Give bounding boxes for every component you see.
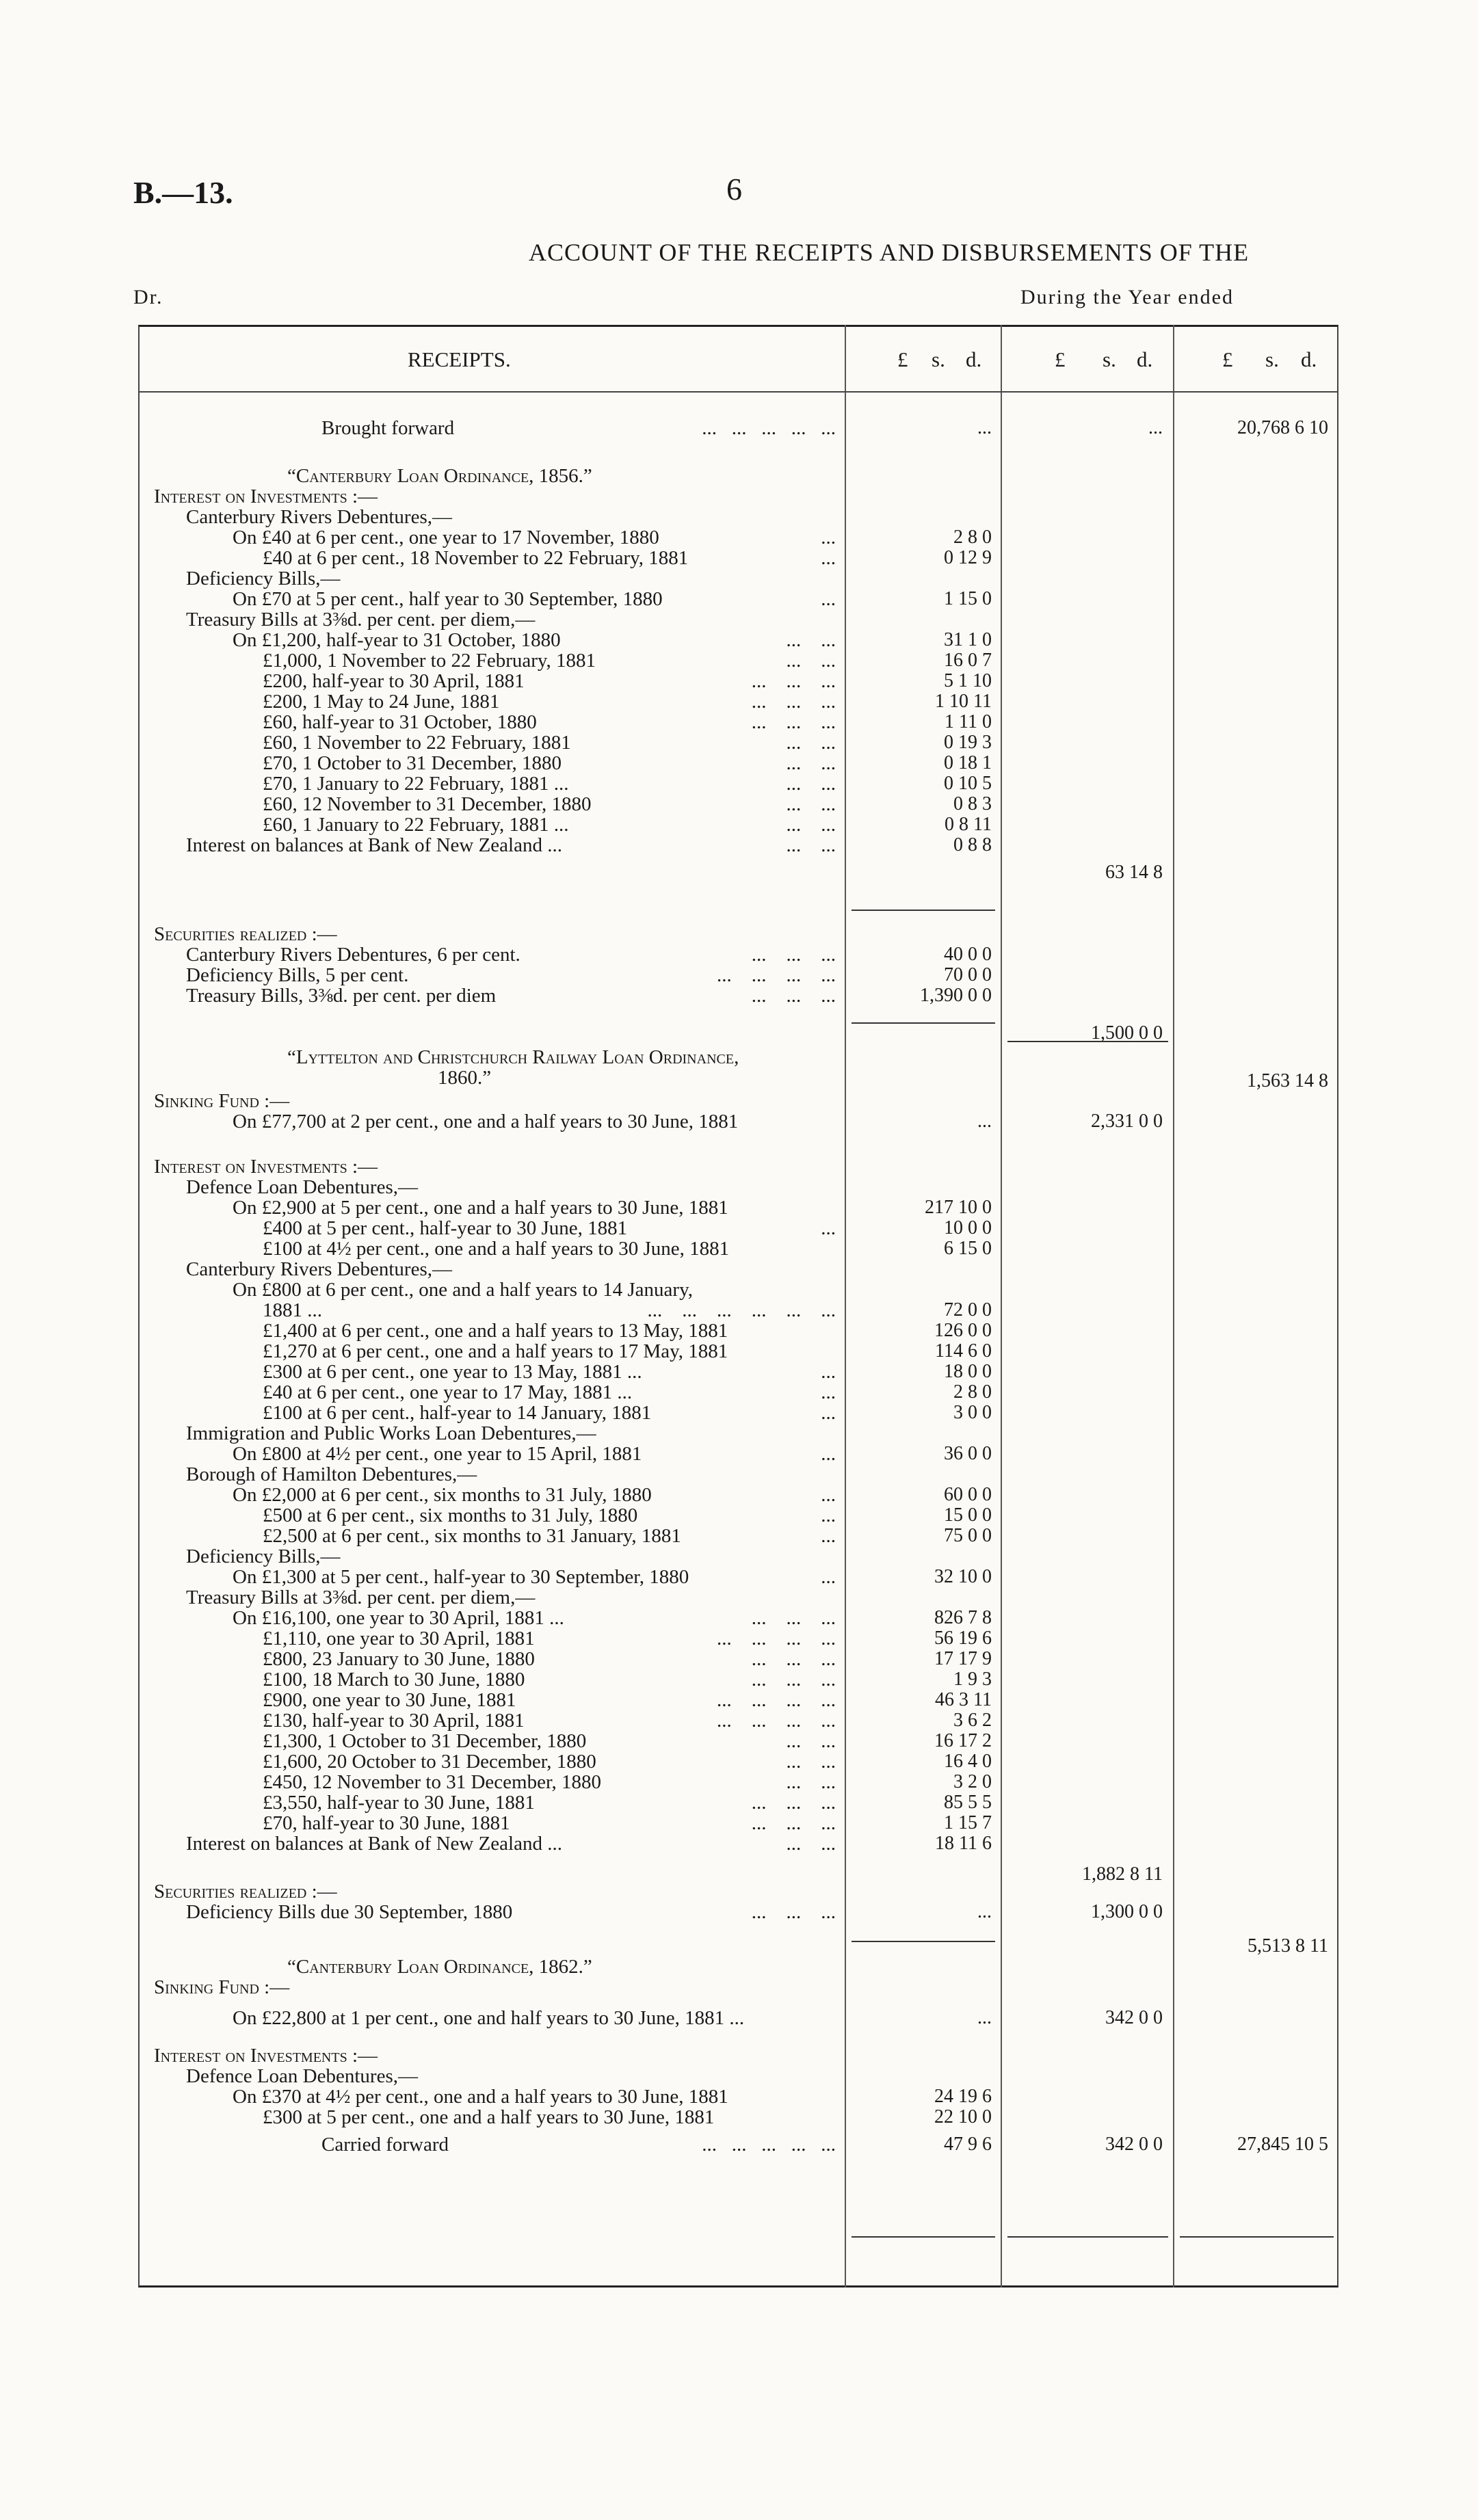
- ledger-row: [0, 732, 1478, 753]
- row-label: Interest on Investments :—: [154, 1156, 378, 1178]
- ledger-row: [0, 1197, 1478, 1218]
- row-label: Defence Loan Debentures,—: [186, 1176, 418, 1198]
- page-title: ACCOUNT OF THE RECEIPTS AND DISBURSEMENTS OF THE: [529, 239, 1250, 266]
- leader-dots: ... ...: [786, 793, 836, 815]
- section-heading: [0, 1956, 1478, 1977]
- col3-shilling-header: s.: [1265, 347, 1279, 371]
- ledger-row: [0, 1710, 1478, 1731]
- row-label: £1,000, 1 November to 22 February, 1881: [263, 650, 596, 672]
- amount-column-1: 0 8 11: [945, 814, 992, 835]
- page-number: 6: [726, 172, 742, 207]
- row-label: £70, half-year to 30 June, 1881: [263, 1812, 510, 1834]
- amount-column-1: 47 9 6: [944, 2134, 992, 2155]
- row-label: £200, 1 May to 24 June, 1881: [263, 691, 500, 713]
- leader-dots: ...: [821, 1217, 836, 1239]
- amount-column-1: 36 0 0: [944, 1443, 992, 1464]
- amount-column-1: 6 15 0: [944, 1238, 992, 1259]
- ledger-row: [0, 1689, 1478, 1710]
- amount-column-1: 0 12 9: [944, 547, 992, 568]
- ledger-row: [0, 691, 1478, 712]
- ledger-row: [0, 1381, 1478, 1403]
- leader-dots: ... ... ...: [751, 1648, 836, 1670]
- amount-column-1: 10 0 0: [944, 1217, 992, 1238]
- ledger-row: [0, 417, 1478, 438]
- amount-column-1: 40 0 0: [944, 944, 992, 965]
- ledger-row: [0, 1566, 1478, 1587]
- amount-column-1: 217 10 0: [925, 1197, 992, 1218]
- leader-dots: ... ... ...: [751, 985, 836, 1007]
- ledger-row: [0, 773, 1478, 794]
- ledger-row: [0, 1812, 1478, 1833]
- subtotal-rule: [1007, 2236, 1168, 2238]
- row-label: £60, half-year to 31 October, 1880: [263, 711, 537, 733]
- subsection-heading: [0, 1156, 1478, 1177]
- amount-column-1: 0 8 3: [953, 793, 992, 814]
- amount-column-1: 17 17 9: [934, 1648, 992, 1669]
- leader-dots: ... ... ... ...: [717, 964, 836, 986]
- row-label: £200, half-year to 30 April, 1881: [263, 670, 525, 692]
- row-label: £40 at 6 per cent., 18 November to 22 February, 1881: [263, 547, 689, 569]
- subsection-heading: [0, 1976, 1478, 1998]
- amount-column-1: 16 4 0: [944, 1751, 992, 1772]
- amount-column-1: 1 10 11: [935, 691, 992, 712]
- row-label: Interest on balances at Bank of New Zealand ...: [186, 834, 562, 856]
- leader-dots: ... ...: [786, 773, 836, 795]
- amount-column-1: 1 11 0: [945, 711, 992, 732]
- leader-dots: ... ... ... ... ...: [702, 2134, 836, 2156]
- row-label: £300 at 6 per cent., one year to 13 May, 1881 ...: [263, 1361, 642, 1383]
- debit-marker: Dr.: [133, 286, 163, 308]
- ledger-row: [0, 670, 1478, 691]
- row-label: £70, 1 January to 22 February, 1881 ...: [263, 773, 569, 795]
- row-label: On £22,800 at 1 per cent., one and half years to 30 June, 1881 ...: [233, 2007, 745, 2029]
- ledger-row: [0, 1361, 1478, 1382]
- row-label: £70, 1 October to 31 December, 1880: [263, 752, 562, 774]
- leader-dots: ... ... ...: [751, 1901, 836, 1923]
- leader-dots: ... ...: [786, 752, 836, 774]
- amount-column-1: 5 1 10: [944, 670, 992, 691]
- ledger-row: [0, 1217, 1478, 1238]
- section-heading: [0, 1046, 1478, 1067]
- leader-dots: ...: [821, 1443, 836, 1465]
- amount-column-1: ...: [977, 417, 992, 438]
- amount-column-2: ...: [1148, 417, 1163, 438]
- row-label: £400 at 5 per cent., half-year to 30 June, 1881: [263, 1217, 628, 1239]
- leader-dots: ...: [821, 547, 836, 569]
- amount-column-1: 72 0 0: [944, 1299, 992, 1321]
- amount-column-2: 342 0 0: [1105, 2007, 1163, 2028]
- row-label: £900, one year to 30 June, 1881: [263, 1689, 516, 1711]
- leader-dots: ... ... ...: [751, 691, 836, 713]
- receipts-column-header: RECEIPTS.: [408, 347, 511, 371]
- leader-dots: ... ...: [786, 814, 836, 836]
- ledger-row: [0, 1443, 1478, 1464]
- leader-dots: ... ... ...: [751, 1792, 836, 1814]
- row-label: Interest on balances at Bank of New Zealand ...: [186, 1833, 562, 1855]
- leader-dots: ... ... ...: [751, 670, 836, 692]
- ledger-row: [0, 834, 1478, 883]
- row-label: On £1,200, half-year to 31 October, 1880: [233, 629, 561, 651]
- amount-column-1: 24 19 6: [934, 2086, 992, 2107]
- row-label: £1,110, one year to 30 April, 1881: [263, 1628, 535, 1649]
- subtotal-rule: [852, 1022, 995, 1024]
- row-label: On £70 at 5 per cent., half year to 30 September, 1880: [233, 588, 663, 610]
- header-rule: [138, 391, 1338, 393]
- ledger-row: [0, 1669, 1478, 1690]
- row-label: On £40 at 6 per cent., one year to 17 November, 1880: [233, 527, 659, 548]
- leader-dots: ... ...: [786, 1771, 836, 1793]
- ledger-row: [0, 2106, 1478, 2127]
- ledger-row: [0, 1238, 1478, 1259]
- amount-column-1: ...: [977, 1901, 992, 1922]
- row-label: £500 at 6 per cent., six months to 31 July, 1880: [263, 1504, 638, 1526]
- ledger-row: [0, 1648, 1478, 1669]
- leader-dots: ... ...: [786, 834, 836, 856]
- leader-dots: ... ...: [786, 650, 836, 672]
- ledger-row: [0, 1628, 1478, 1649]
- amount-column-1: 1,390 0 0: [920, 985, 992, 1006]
- leader-dots: ...: [821, 1566, 836, 1588]
- ledger-row: [0, 1258, 1478, 1279]
- row-label: Sinking Fund :—: [154, 1976, 290, 1998]
- amount-column-1: 60 0 0: [944, 1484, 992, 1505]
- row-label: £100 at 6 per cent., half-year to 14 January, 1881: [263, 1402, 652, 1424]
- amount-column-1: 2 8 0: [953, 527, 992, 548]
- amount-column-2: 1,500 0 0: [1091, 1022, 1163, 1044]
- row-label: 1881 ...: [263, 1299, 322, 1321]
- row-label: On £2,900 at 5 per cent., one and a half years to 30 June, 1881: [233, 1197, 728, 1219]
- row-label: £2,500 at 6 per cent., six months to 31 January, 1881: [263, 1525, 681, 1547]
- amount-column-1: 826 7 8: [934, 1607, 992, 1628]
- section-heading: [0, 1067, 1478, 1088]
- col1-shilling-header: s.: [932, 347, 945, 371]
- amount-column-1: 15 0 0: [944, 1504, 992, 1526]
- leader-dots: ...: [821, 588, 836, 610]
- col3-pence-header: d.: [1301, 347, 1317, 371]
- ledger-row: [0, 964, 1478, 985]
- ledger-row: [0, 588, 1478, 609]
- ledger-row: [0, 1504, 1478, 1526]
- amount-column-1: ...: [977, 2007, 992, 2028]
- ledger-row: [0, 1833, 1478, 1885]
- leader-dots: ... ...: [786, 629, 836, 651]
- row-label: “Lyttelton and Christchurch Railway Loan Ordinance,: [287, 1046, 739, 1068]
- subtotal-rule: [1180, 2236, 1334, 2238]
- row-label: Securities realized :—: [154, 1881, 337, 1902]
- row-label: £1,300, 1 October to 31 December, 1880: [263, 1730, 587, 1752]
- row-label: On £800 at 4½ per cent., one year to 15 April, 1881: [233, 1443, 642, 1465]
- amount-column-1: 46 3 11: [935, 1689, 992, 1710]
- amount-column-1: 56 19 6: [934, 1628, 992, 1649]
- ledger-row: [0, 1176, 1478, 1197]
- leader-dots: ... ...: [786, 1751, 836, 1773]
- col2-shilling-header: s.: [1103, 347, 1116, 371]
- ledger-row: [0, 568, 1478, 589]
- col1-pound-header: £: [897, 347, 908, 371]
- leader-dots: ... ... ... ... ...: [702, 417, 836, 439]
- row-label: Borough of Hamilton Debentures,—: [186, 1463, 477, 1485]
- leader-dots: ... ... ...: [751, 944, 836, 966]
- row-label: £100 at 4½ per cent., one and a half years to 30 June, 1881: [263, 1238, 730, 1260]
- amount-column-1: 18 0 0: [944, 1361, 992, 1382]
- ledger-row: [0, 1463, 1478, 1485]
- leader-dots: ...: [821, 1381, 836, 1403]
- amount-column-1: 114 6 0: [935, 1340, 992, 1362]
- subsection-heading: [0, 923, 1478, 944]
- row-label: £450, 12 November to 31 December, 1880: [263, 1771, 601, 1793]
- ledger-row: [0, 1730, 1478, 1751]
- row-label: £60, 1 January to 22 February, 1881 ...: [263, 814, 569, 836]
- amount-column-3: 5,513 8 11: [1248, 1935, 1328, 1957]
- row-label: £60, 1 November to 22 February, 1881: [263, 732, 571, 754]
- amount-column-2: 342 0 0: [1105, 2134, 1163, 2155]
- leader-dots: ... ... ...: [751, 1812, 836, 1834]
- row-label: “Canterbury Loan Ordinance, 1856.”: [287, 465, 592, 487]
- ledger-row: [0, 2134, 1478, 2155]
- ledger-row: [0, 506, 1478, 527]
- leader-dots: ... ... ... ...: [717, 1710, 836, 1732]
- amount-column-1: 16 0 7: [944, 650, 992, 671]
- row-label: “Canterbury Loan Ordinance, 1862.”: [287, 1956, 592, 1978]
- leader-dots: ... ...: [786, 1833, 836, 1855]
- leader-dots: ... ...: [786, 732, 836, 754]
- amount-column-1: 85 5 5: [944, 1792, 992, 1813]
- amount-column-1: 16 17 2: [934, 1730, 992, 1751]
- ledger-row: [0, 752, 1478, 773]
- ledger-row: [0, 1279, 1478, 1300]
- subtotal-rule: [1007, 1041, 1168, 1042]
- row-label: £800, 23 January to 30 June, 1880: [263, 1648, 535, 1670]
- ledger-row: [0, 1299, 1478, 1321]
- leader-dots: ...: [821, 1402, 836, 1424]
- ledger-row: [0, 1340, 1478, 1362]
- amount-column-1: 126 0 0: [934, 1320, 992, 1341]
- amount-column-2: 1,882 8 11: [1082, 1864, 1163, 1885]
- col3-pound-header: £: [1222, 347, 1233, 371]
- row-label: Interest on Investments :—: [154, 2045, 378, 2067]
- leader-dots: ... ... ...: [751, 711, 836, 733]
- ledger-row: [0, 1422, 1478, 1444]
- row-label: Immigration and Public Works Loan Debentures,—: [186, 1422, 596, 1444]
- section-heading: [0, 465, 1478, 486]
- row-label: Deficiency Bills, 5 per cent.: [186, 964, 409, 986]
- row-label: Securities realized :—: [154, 923, 337, 945]
- subsection-heading: [0, 486, 1478, 507]
- ledger-row: [0, 650, 1478, 671]
- ledger-row: [0, 1771, 1478, 1792]
- row-label: Carried forward: [321, 2134, 449, 2156]
- ledger-row: [0, 1546, 1478, 1567]
- col2-pound-header: £: [1055, 347, 1066, 371]
- row-label: Brought forward: [321, 417, 455, 439]
- row-label: Deficiency Bills,—: [186, 1546, 341, 1567]
- amount-column-2: 1,300 0 0: [1091, 1901, 1163, 1922]
- amount-column-3: 20,768 6 10: [1237, 417, 1328, 438]
- subsection-heading: [0, 2045, 1478, 2066]
- ledger-row: [0, 609, 1478, 630]
- ledger-row: [0, 814, 1478, 835]
- col2-pence-header: d.: [1137, 347, 1153, 371]
- amount-column-1: 32 10 0: [934, 1566, 992, 1587]
- ledger-row: [0, 1792, 1478, 1813]
- leader-dots: ... ... ... ...: [717, 1628, 836, 1649]
- row-label: Canterbury Rivers Debentures,—: [186, 1258, 452, 1280]
- amount-column-1: 3 0 0: [953, 1402, 992, 1423]
- ledger-row: [0, 1111, 1478, 1132]
- amount-column-1: 0 19 3: [944, 732, 992, 753]
- leader-dots: ...: [821, 1484, 836, 1506]
- subsection-heading: [0, 1090, 1478, 1111]
- row-label: Treasury Bills at 3⅜d. per cent. per diem,—: [186, 1587, 536, 1608]
- ledger-row: [0, 711, 1478, 732]
- row-label: £1,600, 20 October to 31 December, 1880: [263, 1751, 596, 1773]
- document-reference: B.—13.: [133, 175, 233, 210]
- subsection-heading: [0, 1881, 1478, 1902]
- ledger-row: [0, 2086, 1478, 2107]
- row-label: On £2,000 at 6 per cent., six months to 31 July, 1880: [233, 1484, 652, 1506]
- row-label: Deficiency Bills due 30 September, 1880: [186, 1901, 513, 1923]
- row-label: Treasury Bills at 3⅜d. per cent. per diem,—: [186, 609, 536, 631]
- ledger-row: [0, 1402, 1478, 1423]
- row-label: On £800 at 6 per cent., one and a half years to 14 January,: [233, 1279, 693, 1301]
- col1-pence-header: d.: [966, 347, 982, 371]
- row-label: Canterbury Rivers Debentures,—: [186, 506, 452, 528]
- amount-column-1: 3 2 0: [953, 1771, 992, 1792]
- leader-dots: ... ... ...: [751, 1669, 836, 1690]
- ledger-row: [0, 1484, 1478, 1505]
- ledger-row: [0, 1607, 1478, 1628]
- row-label: On £16,100, one year to 30 April, 1881 ...: [233, 1607, 564, 1629]
- amount-column-1: 0 18 1: [944, 752, 992, 773]
- amount-column-1: ...: [977, 1111, 992, 1132]
- amount-column-3: 27,845 10 5: [1237, 2134, 1328, 2155]
- amount-column-1: 70 0 0: [944, 964, 992, 985]
- row-label: £130, half-year to 30 April, 1881: [263, 1710, 525, 1732]
- row-label: Defence Loan Debentures,—: [186, 2065, 418, 2087]
- ledger-row: [0, 1587, 1478, 1608]
- row-label: £40 at 6 per cent., one year to 17 May, 1881 ...: [263, 1381, 633, 1403]
- row-label: £1,270 at 6 per cent., one and a half years to 17 May, 1881: [263, 1340, 728, 1362]
- amount-column-1: 3 6 2: [953, 1710, 992, 1731]
- row-label: On £370 at 4½ per cent., one and a half years to 30 June, 1881: [233, 2086, 728, 2108]
- ledger-row: [0, 1320, 1478, 1341]
- row-label: Deficiency Bills,—: [186, 568, 341, 589]
- amount-column-1: 75 0 0: [944, 1525, 992, 1546]
- leader-dots: ...: [821, 1504, 836, 1526]
- row-label: On £1,300 at 5 per cent., half-year to 30 September, 1880: [233, 1566, 689, 1588]
- row-label: On £77,700 at 2 per cent., one and a half years to 30 June, 1881: [233, 1111, 739, 1132]
- row-label: Canterbury Rivers Debentures, 6 per cent.: [186, 944, 520, 966]
- row-label: Interest on Investments :—: [154, 486, 378, 507]
- period-caption: During the Year ended: [1020, 286, 1234, 308]
- row-label: £1,400 at 6 per cent., one and a half years to 13 May, 1881: [263, 1320, 728, 1342]
- amount-column-2: 63 14 8: [1105, 862, 1163, 883]
- leader-dots: ... ...: [786, 1730, 836, 1752]
- ledger-row: [0, 1525, 1478, 1546]
- amount-column-1: 2 8 0: [953, 1381, 992, 1403]
- subtotal-rule: [852, 2236, 995, 2238]
- row-label: 1860.”: [438, 1067, 492, 1089]
- row-label: £100, 18 March to 30 June, 1880: [263, 1669, 525, 1690]
- leader-dots: ... ... ... ... ... ...: [647, 1299, 836, 1321]
- leader-dots: ...: [821, 1361, 836, 1383]
- row-label: £300 at 5 per cent., one and a half years to 30 June, 1881: [263, 2106, 715, 2128]
- amount-column-1: 18 11 6: [935, 1833, 992, 1854]
- row-label: Treasury Bills, 3⅜d. per cent. per diem: [186, 985, 497, 1007]
- amount-column-3: 1,563 14 8: [1247, 1070, 1328, 1091]
- subtotal-rule: [852, 910, 995, 911]
- amount-column-1: 1 9 3: [953, 1669, 992, 1690]
- ledger-row: [0, 944, 1478, 965]
- row-label: £60, 12 November to 31 December, 1880: [263, 793, 592, 815]
- amount-column-1: 1 15 0: [944, 588, 992, 609]
- row-label: £3,550, half-year to 30 June, 1881: [263, 1792, 535, 1814]
- ledger-row: [0, 2065, 1478, 2086]
- leader-dots: ...: [821, 1525, 836, 1547]
- ledger-row: [0, 1751, 1478, 1772]
- amount-column-1: 31 1 0: [944, 629, 992, 650]
- ledger-row: [0, 527, 1478, 548]
- ledger-row: [0, 793, 1478, 814]
- ledger-row: [0, 547, 1478, 568]
- leader-dots: ... ... ...: [751, 1607, 836, 1629]
- amount-column-2: 2,331 0 0: [1091, 1111, 1163, 1132]
- amount-column-1: 1 15 7: [944, 1812, 992, 1833]
- ledger-row: [0, 1901, 1478, 1957]
- ledger-row: [0, 629, 1478, 650]
- leader-dots: ...: [821, 527, 836, 548]
- leader-dots: ... ... ... ...: [717, 1689, 836, 1711]
- amount-column-1: 22 10 0: [934, 2106, 992, 2127]
- ledger-row: [0, 2007, 1478, 2028]
- row-label: Sinking Fund :—: [154, 1090, 290, 1112]
- amount-column-1: 0 10 5: [944, 773, 992, 794]
- subtotal-rule: [852, 1941, 995, 1942]
- amount-column-1: 0 8 8: [953, 834, 992, 856]
